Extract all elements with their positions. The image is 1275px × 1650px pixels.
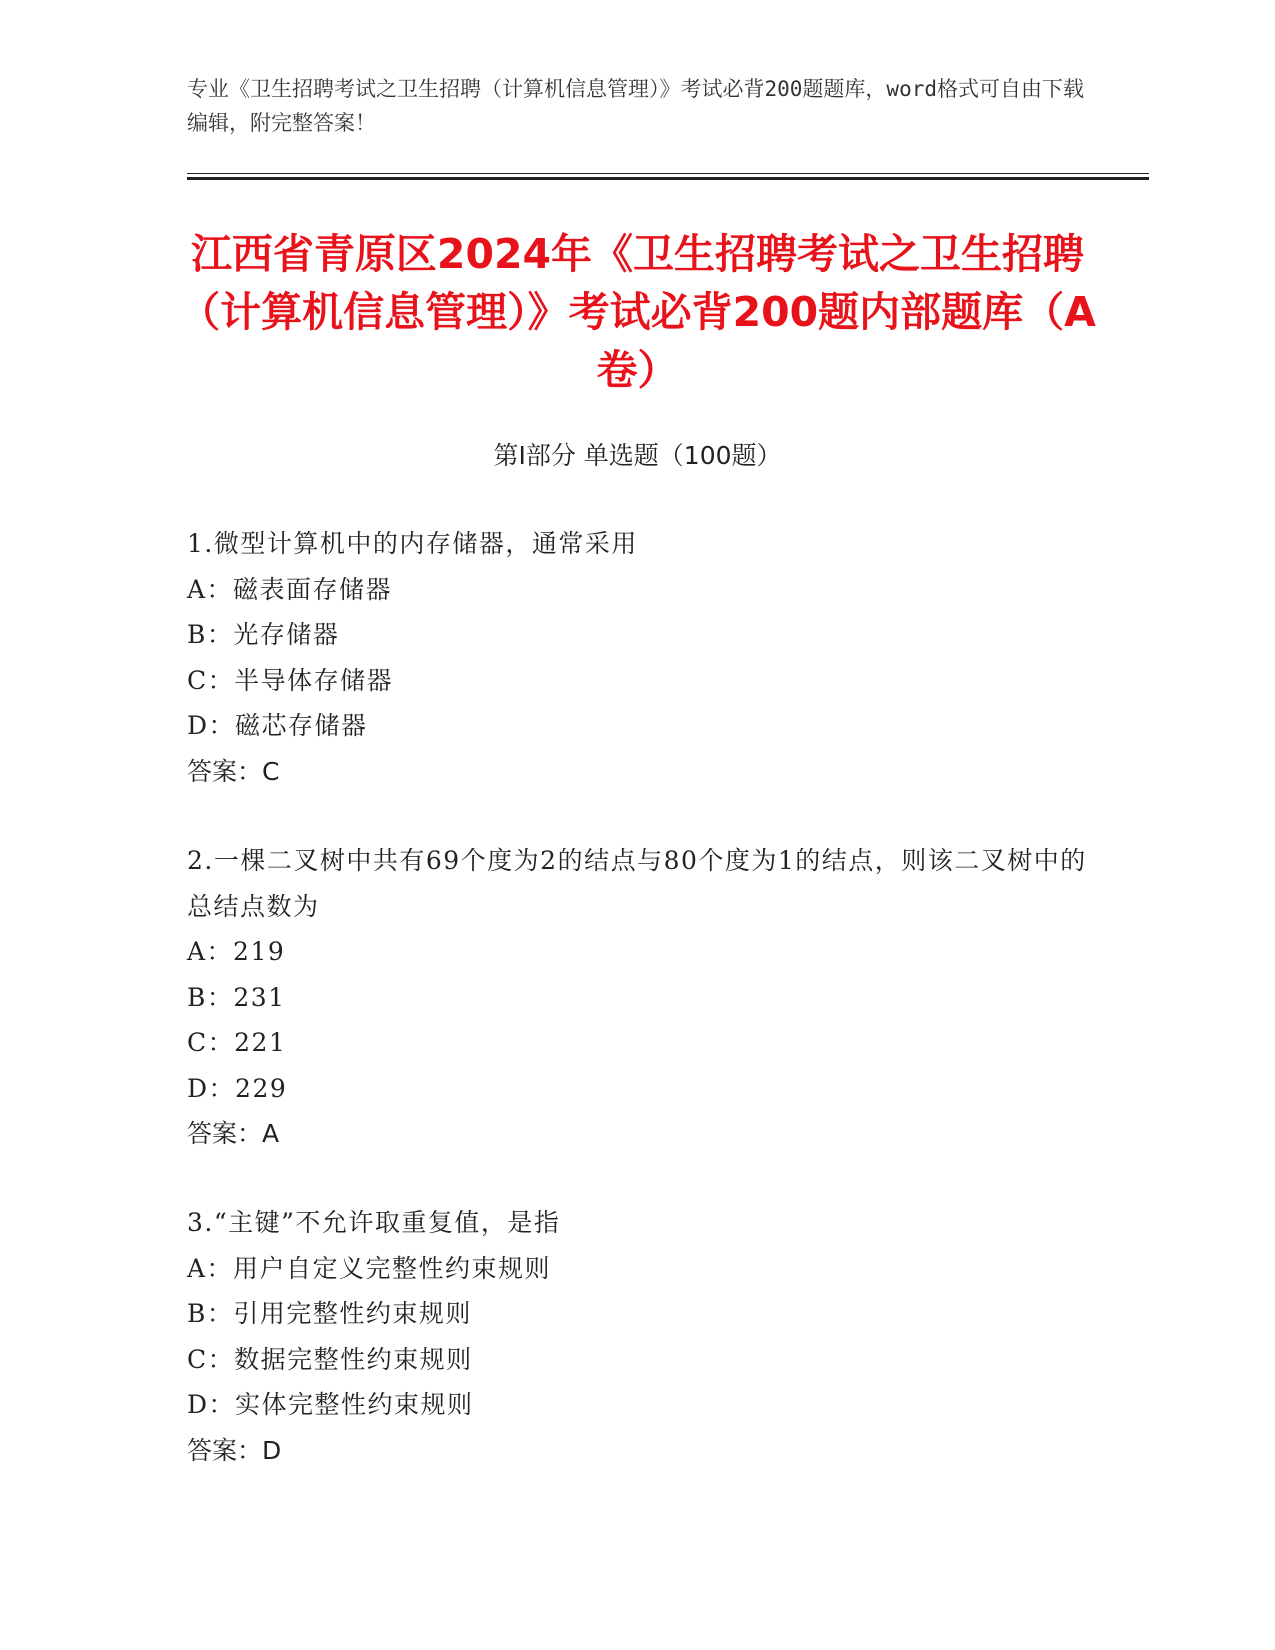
question-1	[187, 521, 1087, 794]
question-text: 1.微型计算机中的内存储器，通常采用	[187, 529, 638, 558]
option-c: C：数据完整性约束规则	[187, 1344, 473, 1374]
header-note: 专业《卫生招聘考试之卫生招聘（计算机信息管理）》考试必背200题题库，word格式可自由下载编辑，附完整答案！	[187, 77, 1084, 135]
question-3	[187, 1200, 1087, 1473]
header-divider-thick	[187, 177, 1149, 180]
question-text: 2.一棵二叉树中共有69个度为2的结点与80个度为1的结点，则该二叉树中的总结点数为	[187, 846, 1087, 921]
option-a: A：磁表面存储器	[187, 574, 393, 604]
option-c: C：半导体存储器	[187, 665, 394, 695]
header-divider-thin	[187, 173, 1149, 174]
option-b: B：光存储器	[187, 620, 340, 649]
question-2	[187, 838, 1087, 1157]
option-d: D：磁芯存储器	[187, 711, 368, 740]
option-a: A：用户自定义完整性约束规则	[187, 1253, 552, 1283]
option-b: B：引用完整性约束规则	[187, 1299, 472, 1328]
answer: 答案：D	[187, 1435, 282, 1465]
option-d: D：实体完整性约束规则	[187, 1390, 474, 1419]
option-c: C：221	[187, 1028, 287, 1057]
option-a: A：219	[187, 937, 286, 966]
answer: 答案：A	[187, 1119, 280, 1148]
answer: 答案：C	[187, 756, 280, 786]
question-text: 3.“主键”不允许取重复值，是指	[187, 1208, 561, 1237]
option-d: D：229	[187, 1073, 288, 1103]
document-title: 江西省青原区2024年《卫生招聘考试之卫生招聘（计算机信息管理）》考试必背200题内部题库（A卷）	[179, 230, 1096, 394]
option-b: B：231	[187, 982, 286, 1012]
section-heading: 第Ⅰ部分 单选题（100题）	[493, 441, 782, 470]
